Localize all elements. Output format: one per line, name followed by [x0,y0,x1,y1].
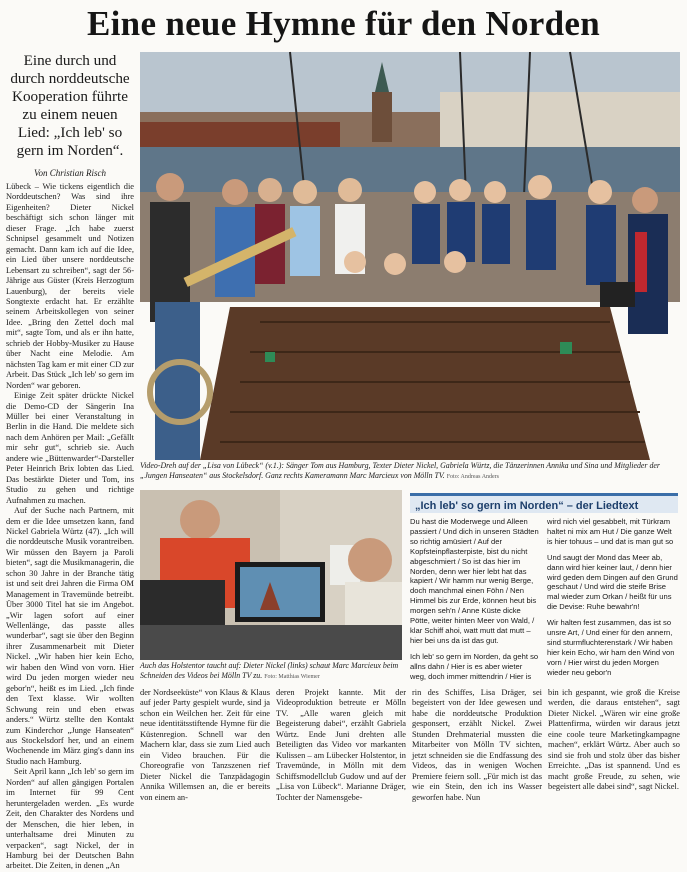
lyrics-stanza: Ich leb' so gern im Norden, da geht so allns dahn / Hier is es aber wieter weg, doch immer mittendrin / Hier is [410,651,539,681]
paragraph: rin des Schiffes, Lisa Dräger, sei begeistert von der Idee gewesen und habe die norddeutsche Produktion gesponsert, erzählt Nickel. Zwei Stunden Drehmaterial mussten die Mitarbeiter von Mölln TV sichten, jetzt schneiden sie die Endfassung des Videos, das in wenigen Wochen Premiere feiern soll. „Für mich ist das wie ein Stein, den ich ins Wasser geworfen habe. Nun [412,688,542,802]
second-photo-caption [140,661,402,681]
second-photo [140,490,402,660]
paragraph: deren Projekt kannte. Mit der Videoproduktion betreute er Mölln TV. „Alle waren gleich mit Begeisterung dabei“, erzählt Gabriela Würtz. Ende Juni drehten alle Beteiligten das Video vor markanten Kulissen – am Lübecker Holstentor, in Travemünde, in Mölln mit dem Schiffsmodellclub Gudow und auf der „Lisa von Lübeck“. Marianne Dräger, Tochter der Namensgebe- [276,688,406,802]
lyrics-stanza: Wir halten fest zusammen, das ist so unsre Art, / Und einer für den annern, sind sturmfluchterenstark / Wir haben hier kein Echo, wir ham den Wind von vorn / Hier wirst du jeden Morgen wieder neu gebor'n [547,618,675,677]
caption-text: Auch das Holstentor taucht auf: Dieter Nickel (links) schaut Marc Marcieux beim Schneiden des Videos bei Mölln TV zu. [140,661,399,680]
editing-room-photo [140,490,402,660]
paragraph: der Nordseeküste“ von Klaus & Klaus auf jeder Party gespielt wurde, sind ja schon ein Weilchen her. Zeit für eine neue identitätsstiftende Hymne für die Küstenregion. Schnell war den Machern klar, dass sie zum Lied auch ein Video brauchen. Für die Choreografie von Tanzszenen rief Dieter Nickel die Tanzpädagogin Annika Willemsen an, die er bereits von einem an- [140,688,270,802]
paragraph: Auf der Suche nach Partnern, mit dem er die Idee umsetzen kann, fand Nickel Gabriela Würtz (47). „Ich will die norddeutsche Musik vorantreiben. Wir müssen den Bayern ja Paroli bieten“, sagt die Musikmanagerin, die schon 30 Jahre in der Branche tätig ist und seit drei Jahren die Firma OM Management in Travemünde betreibt. Über 3000 Titel hat sie im Angebot. „Wir lagen sofort auf einer Wellenlänge, das passte alles wunderbar“, sagt sie über den Beginn ihrer Zusammenarbeit mit Dieter Nickel. „Wir haben hier kein Echo, wir haben den Wind von vorn. Hier wird Du jeden morgen wieder neu gebor'n“, heißt es im Lied. „Ich finde den Text klasse. Wir wollten Schwung rein und eben etwas anders.“ Würtz stellte den Kontakt zum Kinderchor „Junge Hanseaten“ aus Stockelsdorf her, und an einem Wochenende im März ging's dann ins Studio nach Hamburg. [6,506,134,766]
article-column-3 [276,688,406,802]
article-column-1 [6,182,134,871]
teaser: Eine durch und durch norddeutsche Kooperation führte zu einem neuen Lied: „Ich leb' so gern im Norden“. [10,52,130,159]
lyrics-stanza: wird nich viel gesabbelt, mit Türkram haltet ni mix am Hut / Die ganze Welt is hier tohuus – und dat is man gut so [547,517,674,546]
lyrics-stanza: Du hast die Moderwege und Alleen passiert / Und dich in unseren Städten so richtig amüsiert / Auf der Kopfsteinpflasterpiste, bist du nicht abgeschmiert / So ist das hier im Norden, denn wer hier lebt hat das kapiert / Wir hamm nur wenig Berge, doch manchmal einen Föhn / Nen Himmel bis zur Erde, können heut bis morgen seh'n / Anne Küste dicke Pötte, weiter hinten Meer von Wald, / klar Schiff ahoi, watt mutt dat mutt – hier bei uns da ist das gut. [410,517,539,645]
headline: Eine neue Hymne für den Norden [87,4,600,43]
paragraph: Seit April kann „Ich leb' so gern im Norden“ auf allen gängigen Portalen im Internet für 99 Cent heruntergeladen werden. „Es wurde Zeit, den Charakter des Nordens und der Menschen, die hier leben, in unterhaltsame drei Minuten zu verpacken“, sagt Nickel, der in Hamburg bei der Deutschen Bahn arbeitet. Die Zeiten, in denen „An [6,767,134,871]
main-photo-caption [140,461,680,483]
paragraph: bin ich gespannt, wie groß die Kreise werden, die daraus entstehen“, sagt Dieter Nickel. „Wären wir eine große Plattenfirma, würden wir daraus jetzt eine coole teure Marketingkampagne machen“, erklärt Würtz. Aber auch so sind sie froh und stolz über das bisher Erreichte. „Das ist spannend. Und es macht große Freude, zu sehen, wie begeistert alle dabei sind“, sagt Nickel. [548,688,680,792]
lyrics-box-title: „Ich leb' so gern im Norden“ – der Liedtext [410,493,678,513]
photo-credit: Foto: Matthias Wiemer [264,673,320,680]
lyrics-column-right [547,517,679,682]
paragraph: Lübeck – Wie tickens eigentlich die Norddeutschen? Was sind ihre Eigenheiten? Dieter Nickel beschäftigt sich schon länger mit dieser Frage. „Ich habe zuerst Schnipsel gesammelt und Notizen gemacht. Dann kam ich auf die Idee, ein Lied über unsere norddeutsche Lebensart zu schreiben“, sagt der 56-Jährige aus Güster (Kreis Herzogtum Lauenburg), der bereits viele Songtexte erdacht hat. Er erzählte seinem Arbeitskollegen von seiner Idee. „Bring den Zettel doch mal mit“, sagte Tom, und als er ihn hatte, schrieb der Hobby-Musiker zu Hause über Nacht eine Melodie. Am nächsten Tag kam er mit einer CD zur Arbeit. Das Stück „Ich leb' so gern im Norden“ war geboren. [6,182,134,390]
lyrics-column-left [410,517,540,682]
article-column-5 [548,688,680,796]
article-column-2 [140,688,270,802]
lyrics-stanza: Und saugt der Mond das Meer ab, dann wird hier keiner laut, / denn hier wird geden dem Dingen auf den Grund geschaut / Und wird die steife Brise mal wieder zum Orkan / heißt für uns die Devise: Ruhe bewahr'n! [547,552,678,612]
article-column-4 [412,688,542,802]
photo-credit: Foto: Andreas Anders [446,473,500,480]
caption-text: Video-Dreh auf der „Lisa von Lübeck“ (v.1.): Sänger Tom aus Hamburg, Texter Dieter Nickel, Gabriela Würtz, die Tänzerinnen Annika und Sina und Mitglieder der „Jungen Hanseaten“ aus Stockelsdorf. Ganz rechts Kameramann Marc Marcieux von Mölln TV. [140,461,660,480]
byline: Von Christian Risch [33,168,106,178]
ship-crew-photo [140,52,680,460]
main-photo [140,52,680,460]
paragraph: Einige Zeit später drückte Nickel die Demo-CD der Sängerin Ina Müller bei einer Veranstaltung in Berlin in die Hand. Die meldete sich nach dem Anhören per Mail: „Gefällt mir sehr gut“, schrieb sie. Auch andere wie „Büttenwarder“-Darsteller Peter Heinrich Brix lobten das Lied. Das bestärkte Dieter und Tom, ins Studio zu gehen und richtige Aufnahmen zu machen. [6,391,134,505]
